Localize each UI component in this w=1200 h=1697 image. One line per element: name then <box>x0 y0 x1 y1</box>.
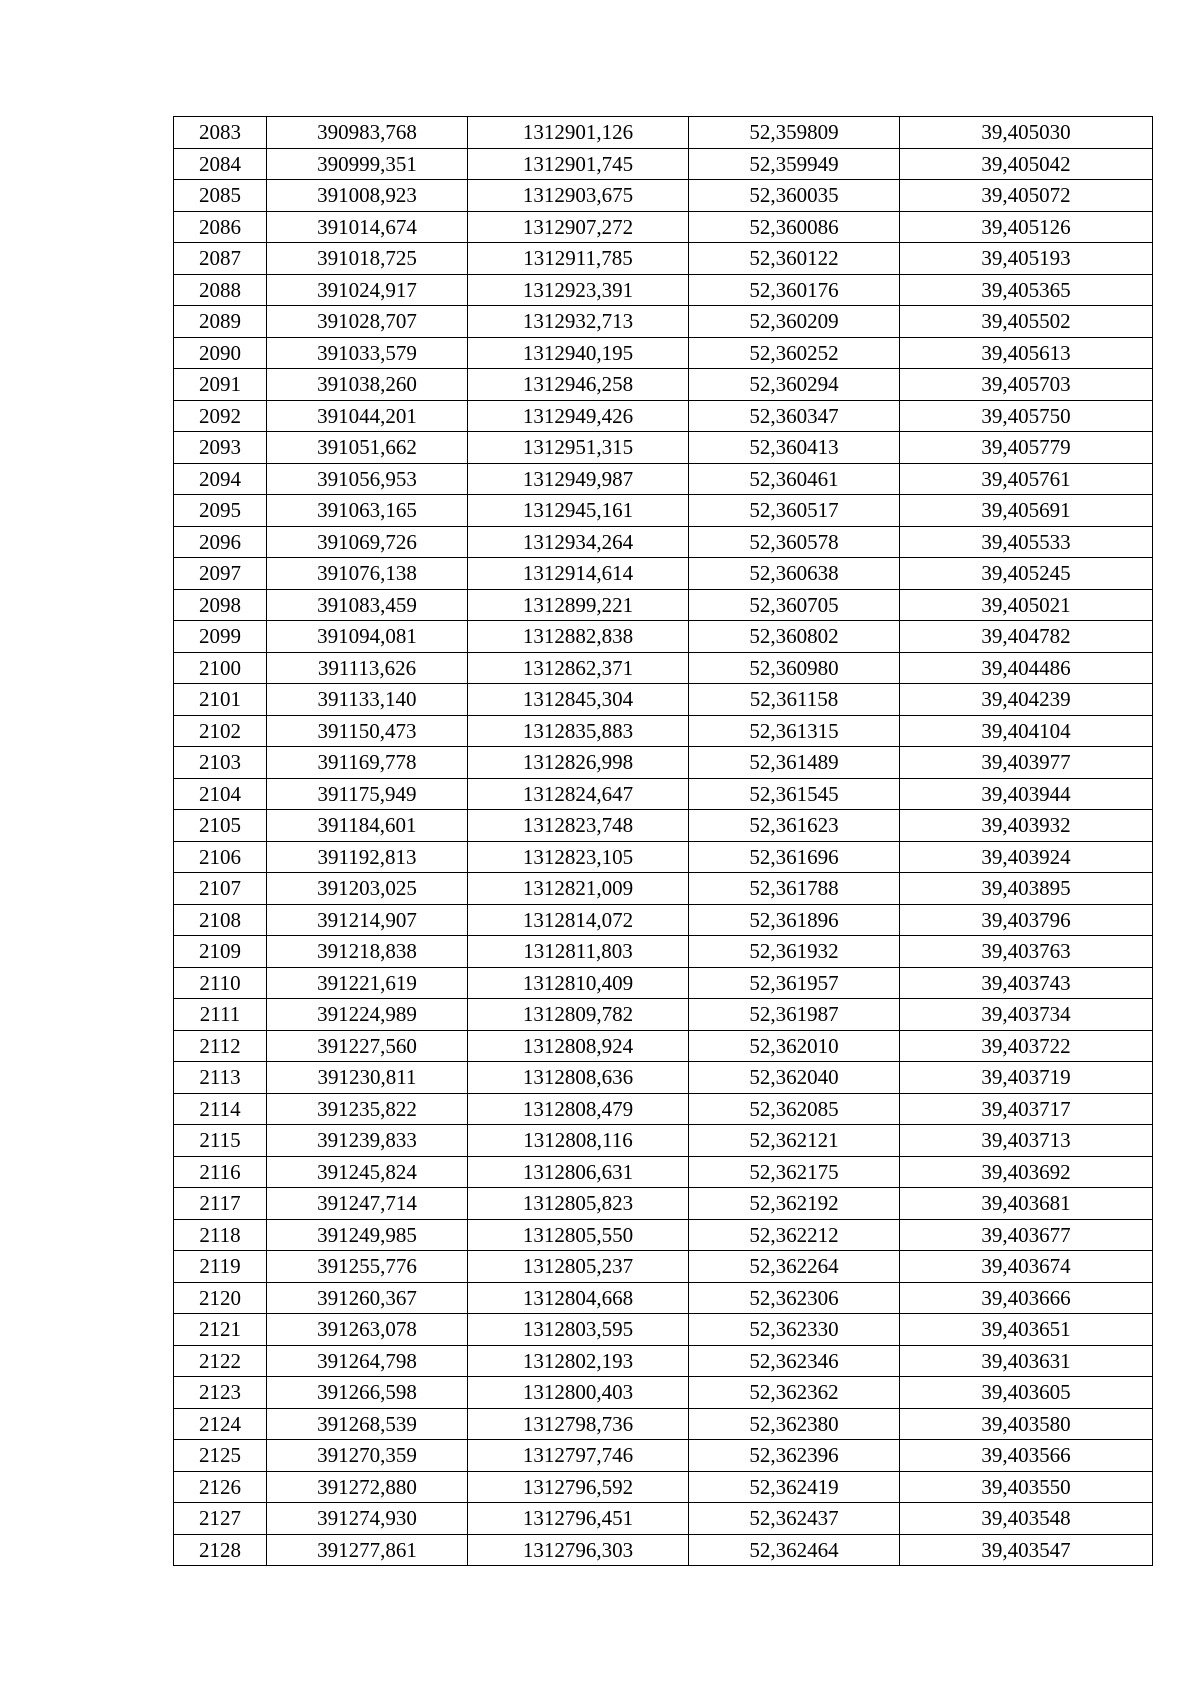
latitude-cell: 52,362380 <box>689 1408 900 1440</box>
x-coordinate-cell: 391192,813 <box>267 841 468 873</box>
point-number-cell: 2095 <box>174 495 267 527</box>
point-number-cell: 2098 <box>174 589 267 621</box>
x-coordinate-cell: 391076,138 <box>267 558 468 590</box>
y-coordinate-cell: 1312805,237 <box>468 1251 689 1283</box>
latitude-cell: 52,362464 <box>689 1534 900 1566</box>
x-coordinate-cell: 391277,861 <box>267 1534 468 1566</box>
x-coordinate-cell: 391266,598 <box>267 1377 468 1409</box>
longitude-cell: 39,405072 <box>900 180 1153 212</box>
y-coordinate-cell: 1312951,315 <box>468 432 689 464</box>
y-coordinate-cell: 1312911,785 <box>468 243 689 275</box>
point-number-cell: 2085 <box>174 180 267 212</box>
x-coordinate-cell: 391245,824 <box>267 1156 468 1188</box>
table-row <box>174 180 1153 212</box>
point-number-cell: 2115 <box>174 1125 267 1157</box>
x-coordinate-cell: 391038,260 <box>267 369 468 401</box>
x-coordinate-cell: 391008,923 <box>267 180 468 212</box>
y-coordinate-cell: 1312945,161 <box>468 495 689 527</box>
x-coordinate-cell: 391230,811 <box>267 1062 468 1094</box>
x-coordinate-cell: 391051,662 <box>267 432 468 464</box>
coordinates-table <box>173 116 1153 1566</box>
table-row <box>174 1534 1153 1566</box>
longitude-cell: 39,405613 <box>900 337 1153 369</box>
latitude-cell: 52,360209 <box>689 306 900 338</box>
longitude-cell: 39,405750 <box>900 400 1153 432</box>
x-coordinate-cell: 391175,949 <box>267 778 468 810</box>
y-coordinate-cell: 1312805,550 <box>468 1219 689 1251</box>
y-coordinate-cell: 1312796,303 <box>468 1534 689 1566</box>
longitude-cell: 39,403580 <box>900 1408 1153 1440</box>
y-coordinate-cell: 1312914,614 <box>468 558 689 590</box>
x-coordinate-cell: 391044,201 <box>267 400 468 432</box>
latitude-cell: 52,362306 <box>689 1282 900 1314</box>
x-coordinate-cell: 391133,140 <box>267 684 468 716</box>
point-number-cell: 2126 <box>174 1471 267 1503</box>
point-number-cell: 2084 <box>174 148 267 180</box>
y-coordinate-cell: 1312808,636 <box>468 1062 689 1094</box>
point-number-cell: 2116 <box>174 1156 267 1188</box>
point-number-cell: 2125 <box>174 1440 267 1472</box>
longitude-cell: 39,403631 <box>900 1345 1153 1377</box>
longitude-cell: 39,403944 <box>900 778 1153 810</box>
y-coordinate-cell: 1312949,987 <box>468 463 689 495</box>
longitude-cell: 39,403566 <box>900 1440 1153 1472</box>
point-number-cell: 2106 <box>174 841 267 873</box>
x-coordinate-cell: 391270,359 <box>267 1440 468 1472</box>
table-row <box>174 148 1153 180</box>
longitude-cell: 39,403681 <box>900 1188 1153 1220</box>
table-row <box>174 432 1153 464</box>
longitude-cell: 39,403895 <box>900 873 1153 905</box>
point-number-cell: 2122 <box>174 1345 267 1377</box>
latitude-cell: 52,360122 <box>689 243 900 275</box>
y-coordinate-cell: 1312907,272 <box>468 211 689 243</box>
x-coordinate-cell: 391056,953 <box>267 463 468 495</box>
point-number-cell: 2088 <box>174 274 267 306</box>
longitude-cell: 39,405502 <box>900 306 1153 338</box>
table-row <box>174 495 1153 527</box>
table-row <box>174 1093 1153 1125</box>
point-number-cell: 2104 <box>174 778 267 810</box>
y-coordinate-cell: 1312903,675 <box>468 180 689 212</box>
latitude-cell: 52,362264 <box>689 1251 900 1283</box>
y-coordinate-cell: 1312826,998 <box>468 747 689 779</box>
x-coordinate-cell: 391235,822 <box>267 1093 468 1125</box>
x-coordinate-cell: 391069,726 <box>267 526 468 558</box>
table-row <box>174 1156 1153 1188</box>
y-coordinate-cell: 1312923,391 <box>468 274 689 306</box>
x-coordinate-cell: 391263,078 <box>267 1314 468 1346</box>
table-row <box>174 400 1153 432</box>
longitude-cell: 39,405761 <box>900 463 1153 495</box>
x-coordinate-cell: 391227,560 <box>267 1030 468 1062</box>
coordinates-table-body <box>174 117 1153 1566</box>
y-coordinate-cell: 1312932,713 <box>468 306 689 338</box>
longitude-cell: 39,403550 <box>900 1471 1153 1503</box>
x-coordinate-cell: 391214,907 <box>267 904 468 936</box>
table-row <box>174 1471 1153 1503</box>
x-coordinate-cell: 390999,351 <box>267 148 468 180</box>
point-number-cell: 2101 <box>174 684 267 716</box>
table-row <box>174 1219 1153 1251</box>
point-number-cell: 2120 <box>174 1282 267 1314</box>
table-row <box>174 211 1153 243</box>
table-row <box>174 463 1153 495</box>
longitude-cell: 39,403605 <box>900 1377 1153 1409</box>
latitude-cell: 52,361489 <box>689 747 900 779</box>
table-row <box>174 306 1153 338</box>
x-coordinate-cell: 391169,778 <box>267 747 468 779</box>
latitude-cell: 52,362121 <box>689 1125 900 1157</box>
table-row <box>174 558 1153 590</box>
y-coordinate-cell: 1312803,595 <box>468 1314 689 1346</box>
y-coordinate-cell: 1312806,631 <box>468 1156 689 1188</box>
y-coordinate-cell: 1312940,195 <box>468 337 689 369</box>
x-coordinate-cell: 391221,619 <box>267 967 468 999</box>
point-number-cell: 2099 <box>174 621 267 653</box>
point-number-cell: 2096 <box>174 526 267 558</box>
latitude-cell: 52,360035 <box>689 180 900 212</box>
table-row <box>174 1440 1153 1472</box>
latitude-cell: 52,361545 <box>689 778 900 810</box>
point-number-cell: 2083 <box>174 117 267 149</box>
x-coordinate-cell: 391184,601 <box>267 810 468 842</box>
table-row <box>174 684 1153 716</box>
point-number-cell: 2128 <box>174 1534 267 1566</box>
y-coordinate-cell: 1312899,221 <box>468 589 689 621</box>
x-coordinate-cell: 391260,367 <box>267 1282 468 1314</box>
longitude-cell: 39,405365 <box>900 274 1153 306</box>
latitude-cell: 52,361896 <box>689 904 900 936</box>
latitude-cell: 52,360461 <box>689 463 900 495</box>
longitude-cell: 39,405245 <box>900 558 1153 590</box>
latitude-cell: 52,362010 <box>689 1030 900 1062</box>
latitude-cell: 52,359809 <box>689 117 900 149</box>
table-row <box>174 967 1153 999</box>
x-coordinate-cell: 391063,165 <box>267 495 468 527</box>
x-coordinate-cell: 391028,707 <box>267 306 468 338</box>
point-number-cell: 2092 <box>174 400 267 432</box>
x-coordinate-cell: 391083,459 <box>267 589 468 621</box>
longitude-cell: 39,404782 <box>900 621 1153 653</box>
table-row <box>174 1314 1153 1346</box>
longitude-cell: 39,403692 <box>900 1156 1153 1188</box>
x-coordinate-cell: 391239,833 <box>267 1125 468 1157</box>
table-row <box>174 1377 1153 1409</box>
latitude-cell: 52,360638 <box>689 558 900 590</box>
point-number-cell: 2091 <box>174 369 267 401</box>
table-row <box>174 1062 1153 1094</box>
y-coordinate-cell: 1312862,371 <box>468 652 689 684</box>
table-row <box>174 243 1153 275</box>
latitude-cell: 52,360980 <box>689 652 900 684</box>
y-coordinate-cell: 1312934,264 <box>468 526 689 558</box>
x-coordinate-cell: 391094,081 <box>267 621 468 653</box>
y-coordinate-cell: 1312949,426 <box>468 400 689 432</box>
table-row <box>174 904 1153 936</box>
point-number-cell: 2111 <box>174 999 267 1031</box>
y-coordinate-cell: 1312946,258 <box>468 369 689 401</box>
table-row <box>174 999 1153 1031</box>
latitude-cell: 52,362085 <box>689 1093 900 1125</box>
latitude-cell: 52,362396 <box>689 1440 900 1472</box>
point-number-cell: 2107 <box>174 873 267 905</box>
y-coordinate-cell: 1312796,451 <box>468 1503 689 1535</box>
y-coordinate-cell: 1312809,782 <box>468 999 689 1031</box>
table-row <box>174 1408 1153 1440</box>
point-number-cell: 2118 <box>174 1219 267 1251</box>
latitude-cell: 52,361987 <box>689 999 900 1031</box>
table-row <box>174 526 1153 558</box>
latitude-cell: 52,361696 <box>689 841 900 873</box>
point-number-cell: 2090 <box>174 337 267 369</box>
table-row <box>174 621 1153 653</box>
latitude-cell: 52,361623 <box>689 810 900 842</box>
point-number-cell: 2119 <box>174 1251 267 1283</box>
longitude-cell: 39,405193 <box>900 243 1153 275</box>
longitude-cell: 39,403734 <box>900 999 1153 1031</box>
x-coordinate-cell: 391033,579 <box>267 337 468 369</box>
x-coordinate-cell: 390983,768 <box>267 117 468 149</box>
y-coordinate-cell: 1312901,126 <box>468 117 689 149</box>
y-coordinate-cell: 1312845,304 <box>468 684 689 716</box>
point-number-cell: 2102 <box>174 715 267 747</box>
latitude-cell: 52,360413 <box>689 432 900 464</box>
table-row <box>174 747 1153 779</box>
table-row <box>174 873 1153 905</box>
latitude-cell: 52,361957 <box>689 967 900 999</box>
y-coordinate-cell: 1312901,745 <box>468 148 689 180</box>
y-coordinate-cell: 1312823,105 <box>468 841 689 873</box>
point-number-cell: 2127 <box>174 1503 267 1535</box>
longitude-cell: 39,403743 <box>900 967 1153 999</box>
latitude-cell: 52,360517 <box>689 495 900 527</box>
x-coordinate-cell: 391255,776 <box>267 1251 468 1283</box>
longitude-cell: 39,404486 <box>900 652 1153 684</box>
longitude-cell: 39,403796 <box>900 904 1153 936</box>
latitude-cell: 52,361788 <box>689 873 900 905</box>
point-number-cell: 2094 <box>174 463 267 495</box>
longitude-cell: 39,405691 <box>900 495 1153 527</box>
x-coordinate-cell: 391113,626 <box>267 652 468 684</box>
table-row <box>174 778 1153 810</box>
table-row <box>174 1251 1153 1283</box>
y-coordinate-cell: 1312797,746 <box>468 1440 689 1472</box>
point-number-cell: 2105 <box>174 810 267 842</box>
latitude-cell: 52,360252 <box>689 337 900 369</box>
x-coordinate-cell: 391218,838 <box>267 936 468 968</box>
longitude-cell: 39,403547 <box>900 1534 1153 1566</box>
point-number-cell: 2124 <box>174 1408 267 1440</box>
latitude-cell: 52,362437 <box>689 1503 900 1535</box>
y-coordinate-cell: 1312823,748 <box>468 810 689 842</box>
longitude-cell: 39,403548 <box>900 1503 1153 1535</box>
point-number-cell: 2089 <box>174 306 267 338</box>
point-number-cell: 2100 <box>174 652 267 684</box>
latitude-cell: 52,361315 <box>689 715 900 747</box>
longitude-cell: 39,405533 <box>900 526 1153 558</box>
latitude-cell: 52,360294 <box>689 369 900 401</box>
latitude-cell: 52,361158 <box>689 684 900 716</box>
x-coordinate-cell: 391272,880 <box>267 1471 468 1503</box>
latitude-cell: 52,362212 <box>689 1219 900 1251</box>
table-row <box>174 715 1153 747</box>
x-coordinate-cell: 391018,725 <box>267 243 468 275</box>
longitude-cell: 39,405779 <box>900 432 1153 464</box>
y-coordinate-cell: 1312802,193 <box>468 1345 689 1377</box>
y-coordinate-cell: 1312796,592 <box>468 1471 689 1503</box>
y-coordinate-cell: 1312811,803 <box>468 936 689 968</box>
longitude-cell: 39,403722 <box>900 1030 1153 1062</box>
longitude-cell: 39,403719 <box>900 1062 1153 1094</box>
x-coordinate-cell: 391274,930 <box>267 1503 468 1535</box>
latitude-cell: 52,360578 <box>689 526 900 558</box>
latitude-cell: 52,362346 <box>689 1345 900 1377</box>
x-coordinate-cell: 391150,473 <box>267 715 468 747</box>
latitude-cell: 52,360086 <box>689 211 900 243</box>
table-row <box>174 274 1153 306</box>
longitude-cell: 39,403677 <box>900 1219 1153 1251</box>
longitude-cell: 39,403674 <box>900 1251 1153 1283</box>
longitude-cell: 39,404239 <box>900 684 1153 716</box>
longitude-cell: 39,405703 <box>900 369 1153 401</box>
x-coordinate-cell: 391203,025 <box>267 873 468 905</box>
longitude-cell: 39,403713 <box>900 1125 1153 1157</box>
point-number-cell: 2109 <box>174 936 267 968</box>
latitude-cell: 52,360176 <box>689 274 900 306</box>
table-row <box>174 117 1153 149</box>
longitude-cell: 39,403717 <box>900 1093 1153 1125</box>
longitude-cell: 39,405042 <box>900 148 1153 180</box>
table-row <box>174 652 1153 684</box>
longitude-cell: 39,403924 <box>900 841 1153 873</box>
point-number-cell: 2097 <box>174 558 267 590</box>
y-coordinate-cell: 1312821,009 <box>468 873 689 905</box>
latitude-cell: 52,362175 <box>689 1156 900 1188</box>
point-number-cell: 2108 <box>174 904 267 936</box>
latitude-cell: 52,362192 <box>689 1188 900 1220</box>
y-coordinate-cell: 1312824,647 <box>468 778 689 810</box>
y-coordinate-cell: 1312808,116 <box>468 1125 689 1157</box>
y-coordinate-cell: 1312814,072 <box>468 904 689 936</box>
longitude-cell: 39,403977 <box>900 747 1153 779</box>
longitude-cell: 39,405126 <box>900 211 1153 243</box>
table-row <box>174 1282 1153 1314</box>
y-coordinate-cell: 1312805,823 <box>468 1188 689 1220</box>
x-coordinate-cell: 391247,714 <box>267 1188 468 1220</box>
point-number-cell: 2110 <box>174 967 267 999</box>
table-row <box>174 1503 1153 1535</box>
latitude-cell: 52,362362 <box>689 1377 900 1409</box>
y-coordinate-cell: 1312810,409 <box>468 967 689 999</box>
latitude-cell: 52,361932 <box>689 936 900 968</box>
longitude-cell: 39,403666 <box>900 1282 1153 1314</box>
table-row <box>174 1125 1153 1157</box>
point-number-cell: 2113 <box>174 1062 267 1094</box>
point-number-cell: 2103 <box>174 747 267 779</box>
table-row <box>174 369 1153 401</box>
table-row <box>174 1345 1153 1377</box>
x-coordinate-cell: 391014,674 <box>267 211 468 243</box>
point-number-cell: 2123 <box>174 1377 267 1409</box>
latitude-cell: 52,362330 <box>689 1314 900 1346</box>
point-number-cell: 2086 <box>174 211 267 243</box>
y-coordinate-cell: 1312800,403 <box>468 1377 689 1409</box>
x-coordinate-cell: 391264,798 <box>267 1345 468 1377</box>
longitude-cell: 39,403763 <box>900 936 1153 968</box>
latitude-cell: 52,362419 <box>689 1471 900 1503</box>
table-row <box>174 936 1153 968</box>
latitude-cell: 52,360802 <box>689 621 900 653</box>
point-number-cell: 2093 <box>174 432 267 464</box>
table-row <box>174 810 1153 842</box>
x-coordinate-cell: 391024,917 <box>267 274 468 306</box>
point-number-cell: 2087 <box>174 243 267 275</box>
table-row <box>174 841 1153 873</box>
point-number-cell: 2112 <box>174 1030 267 1062</box>
longitude-cell: 39,405021 <box>900 589 1153 621</box>
longitude-cell: 39,404104 <box>900 715 1153 747</box>
y-coordinate-cell: 1312808,479 <box>468 1093 689 1125</box>
point-number-cell: 2114 <box>174 1093 267 1125</box>
longitude-cell: 39,405030 <box>900 117 1153 149</box>
y-coordinate-cell: 1312798,736 <box>468 1408 689 1440</box>
point-number-cell: 2117 <box>174 1188 267 1220</box>
y-coordinate-cell: 1312804,668 <box>468 1282 689 1314</box>
point-number-cell: 2121 <box>174 1314 267 1346</box>
latitude-cell: 52,360347 <box>689 400 900 432</box>
table-row <box>174 337 1153 369</box>
table-row <box>174 1188 1153 1220</box>
longitude-cell: 39,403932 <box>900 810 1153 842</box>
latitude-cell: 52,359949 <box>689 148 900 180</box>
x-coordinate-cell: 391224,989 <box>267 999 468 1031</box>
table-row <box>174 589 1153 621</box>
x-coordinate-cell: 391249,985 <box>267 1219 468 1251</box>
latitude-cell: 52,360705 <box>689 589 900 621</box>
y-coordinate-cell: 1312835,883 <box>468 715 689 747</box>
x-coordinate-cell: 391268,539 <box>267 1408 468 1440</box>
y-coordinate-cell: 1312882,838 <box>468 621 689 653</box>
table-row <box>174 1030 1153 1062</box>
latitude-cell: 52,362040 <box>689 1062 900 1094</box>
longitude-cell: 39,403651 <box>900 1314 1153 1346</box>
y-coordinate-cell: 1312808,924 <box>468 1030 689 1062</box>
